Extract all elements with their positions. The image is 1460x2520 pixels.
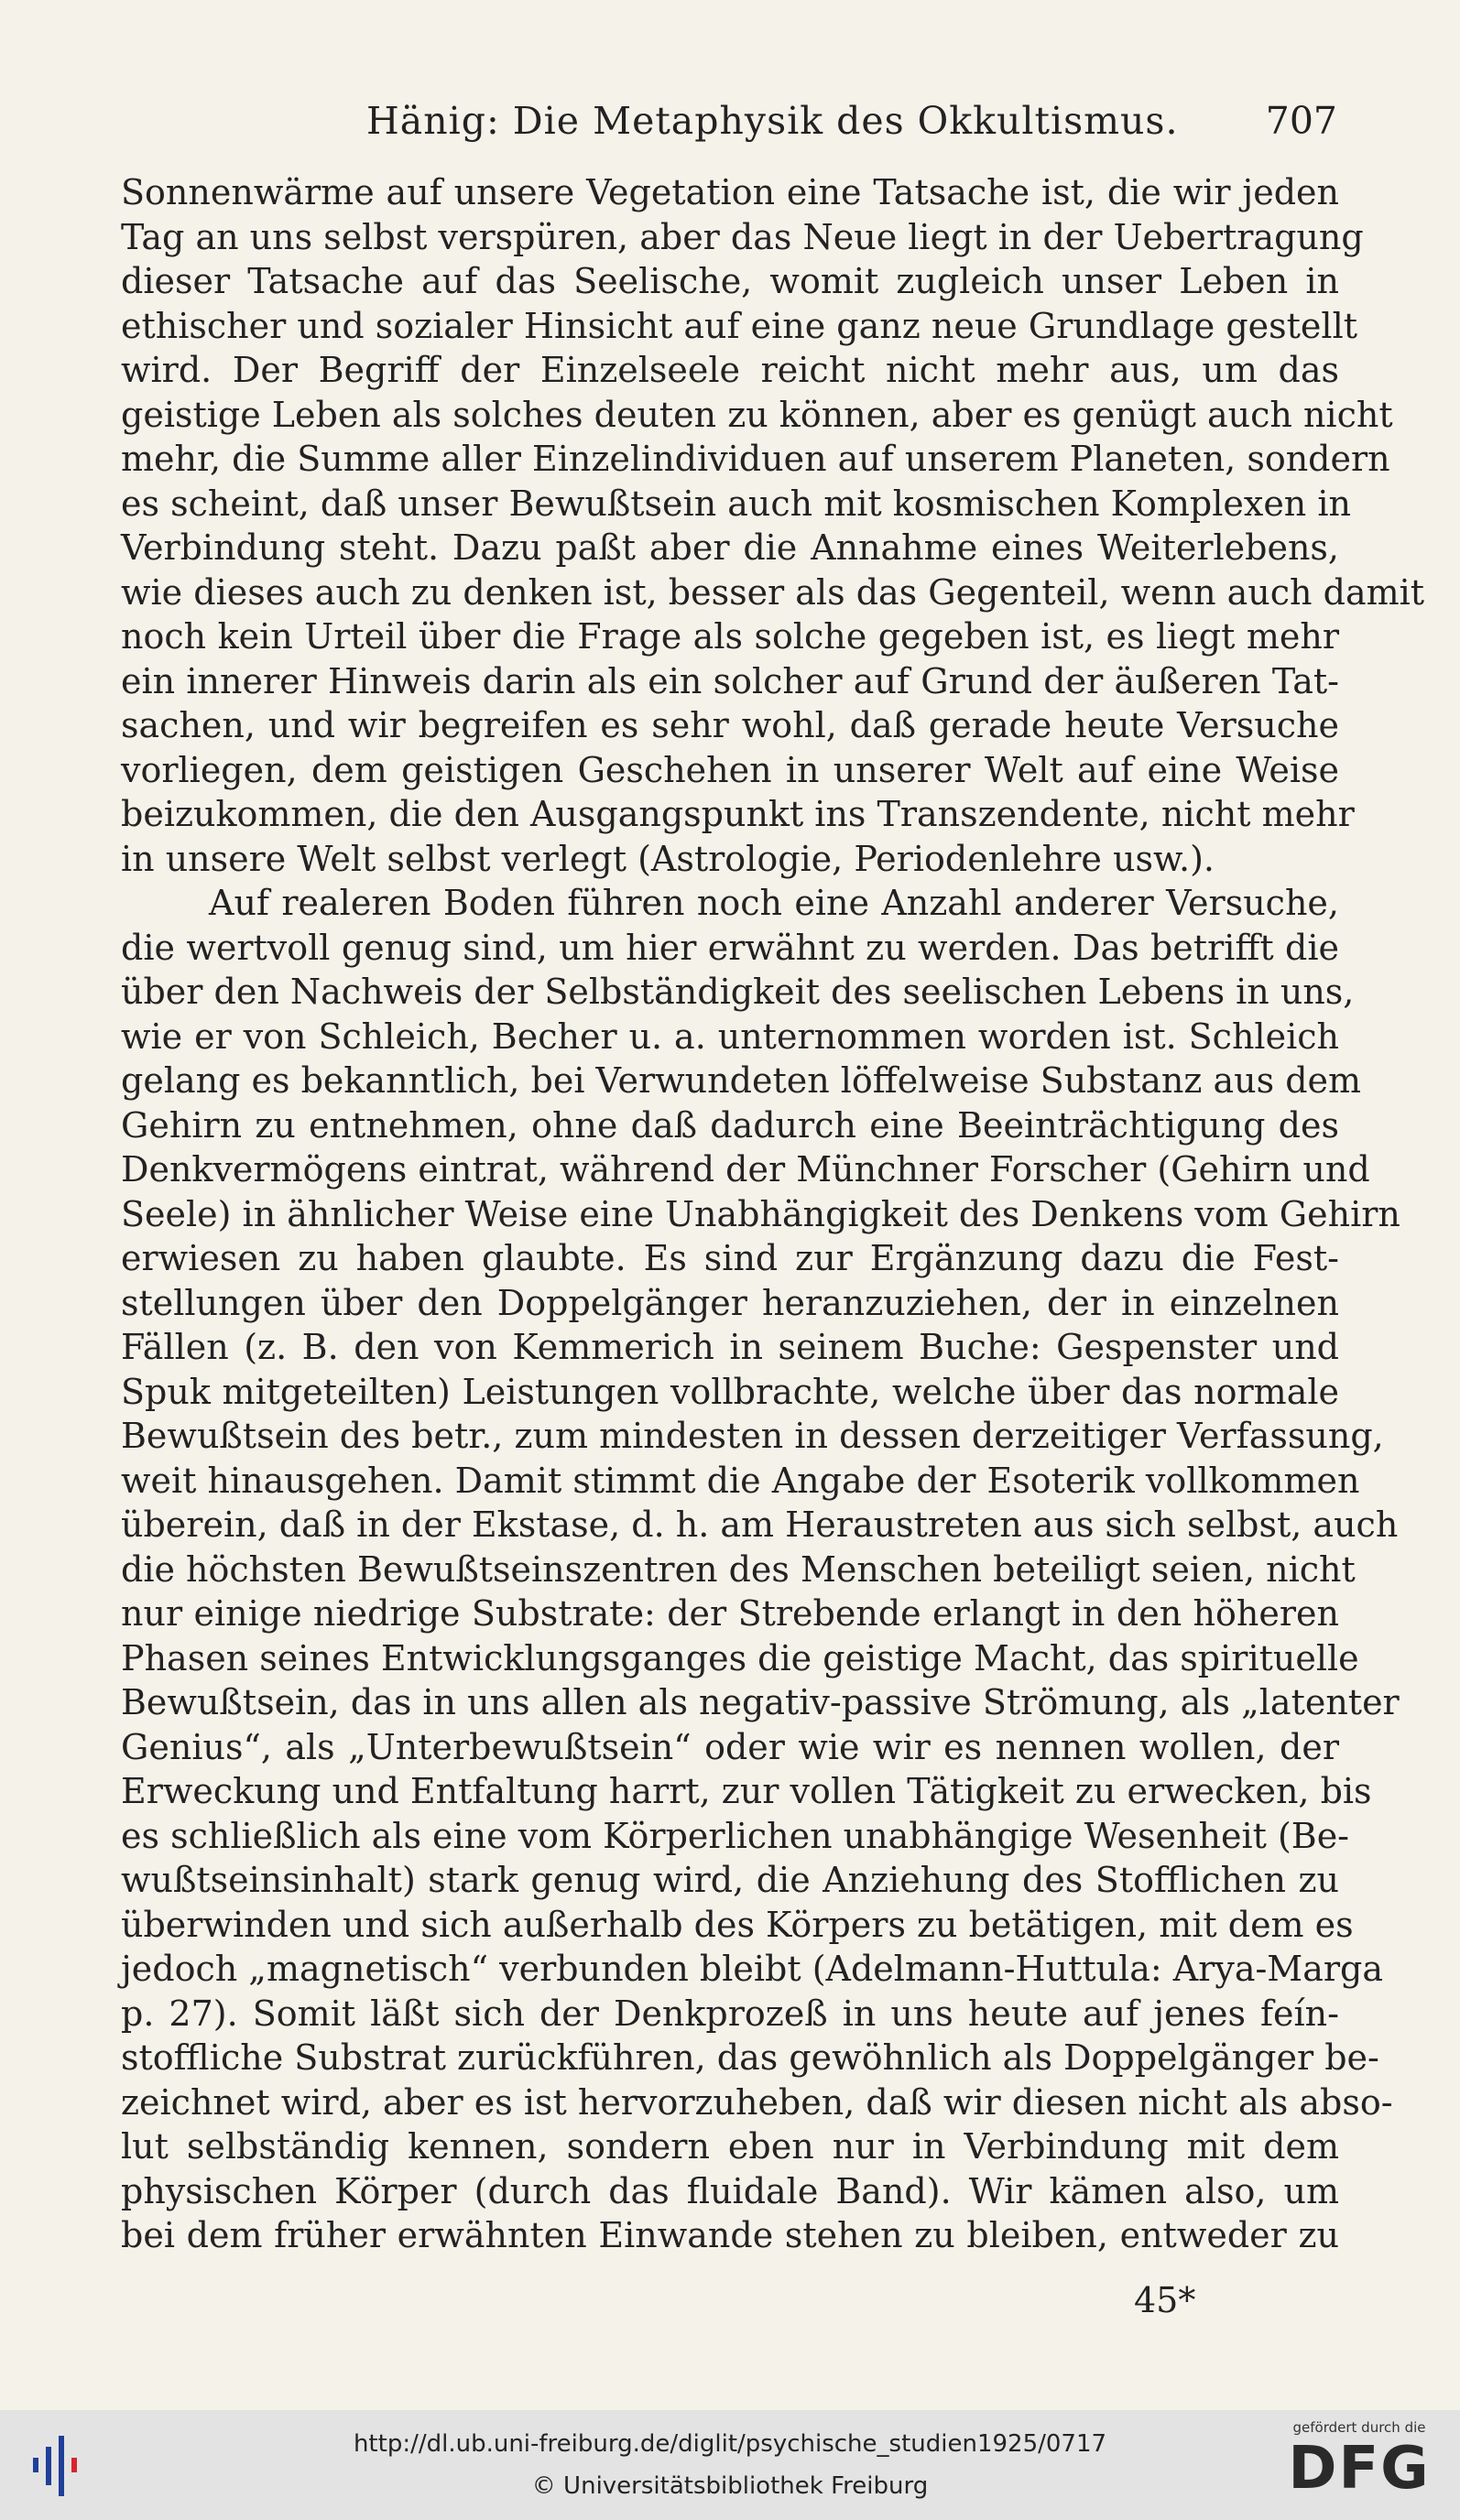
text-line: jedoch „magnetisch“ verbunden bleibt (Adelmann-Huttula: Arya-Marga [121,1949,1384,1989]
text-line: wie dieses auch zu denken ist, besser als das Gegenteil, wenn auch damit [121,571,1425,613]
text-line: sachen, und wir begreifen es sehr wohl, daß gerade heute Versuche [121,705,1339,745]
text-line: lut selbständig kennen, sondern eben nur in Verbindung mit dem [121,2126,1339,2167]
text-line: physischen Körper (durch das fluidale Band). Wir kämen also, um [121,2170,1339,2211]
text-line: überwinden und sich außerhalb des Körpers zu betätigen, mit dem es [121,1904,1354,1945]
text-line: Spuk mitgeteilten) Leistungen vollbrachte, welche über das normale [121,1371,1339,1412]
text-line: p. 27). Somit läßt sich der Denkprozeß in uns heute auf jenes feín- [121,1993,1339,2034]
text-line: Denkvermögens eintrat, während der Münchner Forscher (Gehirn und [121,1149,1370,1189]
page-header [366,99,1337,154]
dfg-logo: DFG [1288,2435,1431,2503]
text-line: Phasen seines Entwicklungsganges die geistige Macht, das spirituelle [121,1637,1359,1678]
text-line: in unsere Welt selbst verlegt (Astrologie, Periodenlehre usw.). [121,838,1215,879]
text-line: überein, daß in der Ekstase, d. h. am Heraustreten aus sich selbst, auch [121,1504,1399,1545]
text-line: es scheint, daß unser Bewußtsein auch mit kosmischen Komplexen in [121,483,1351,524]
text-line: Fällen (z. B. den von Kemmerich in seinem Buche: Gespenster und [121,1327,1339,1367]
text-line: Tag an uns selbst verspüren, aber das Neue liegt in der Uebertragung [121,216,1364,257]
dfg-badge [1277,2419,1442,2515]
text-line: die höchsten Bewußtseinszentren des Menschen beteiligt seien, nicht [121,1548,1356,1590]
text-line: wie er von Schleich, Becher u. a. unternommen worden ist. Schleich [121,1016,1339,1057]
text-line: ein innerer Hinweis darin als ein solcher auf Grund der äußeren Tat- [121,660,1339,701]
text-line: stoffliche Substrat zurückführen, das gewöhnlich als Doppelgänger be- [121,2037,1379,2078]
text-line: wußtseinsinhalt) stark genug wird, die Anziehung des Stofflichen zu [121,1860,1339,1900]
text-line: Bewußtsein des betr., zum mindesten in dessen derzeitiger Verfassung, [121,1416,1384,1456]
body-text [121,170,1425,2258]
text-line: zeichnet wird, aber es ist hervorzuheben, daß wir diesen nicht als abso- [121,2081,1393,2123]
footer-copyright: © Universitätsbibliothek Freiburg [531,2472,929,2500]
text-line: Sonnenwärme auf unsere Vegetation eine Tatsache ist, die wir jeden [121,172,1339,212]
text-line: Bewußtsein, das in uns allen als negativ-passive Strömung, als „latenter [121,1682,1400,1722]
footer-bar [0,2410,1460,2520]
text-line: Seele) in ähnlicher Weise eine Unabhängigkeit des Denkens vom Gehirn [121,1193,1400,1234]
text-line: erwiesen zu haben glaubte. Es sind zur Ergänzung dazu die Fest- [121,1238,1339,1278]
text-line: Genius“, als „Unterbewußtsein“ oder wie wir es nennen wollen, der [121,1726,1339,1767]
text-line: vorliegen, dem geistigen Geschehen in unserer Welt auf eine Weise [121,749,1339,790]
dfg-caption: gefördert durch die [1292,2419,1426,2436]
signature-mark: 45* [1134,2280,1196,2320]
text-line: es schließlich als eine vom Körperlichen unabhängige Wesenheit (Be- [121,1815,1350,1856]
text-line: noch kein Urteil über die Frage als solche gegeben ist, es liegt mehr [121,616,1339,657]
text-line: über den Nachweis der Selbständigkeit des seelischen Lebens in uns, [121,972,1355,1012]
text-line: Verbindung steht. Dazu paßt aber die Annahme eines Weiterlebens, [121,527,1339,568]
text-line: beizukommen, die den Ausgangspunkt ins Transzendente, nicht mehr [121,794,1355,834]
text-line: die wertvoll genug sind, um hier erwähnt zu werden. Das betrifft die [121,927,1339,968]
text-line: Gehirn zu entnehmen, ohne daß dadurch eine Beeinträchtigung des [121,1104,1339,1146]
text-line: nur einige niedrige Substrate: der Strebende erlangt in den höheren [121,1593,1339,1634]
text-line: dieser Tatsache auf das Seelische, womit zugleich unser Leben in [121,261,1339,301]
text-line: Erweckung und Entfaltung harrt, zur vollen Tätigkeit zu erwecken, bis [121,1771,1372,1811]
text-line: ethischer und sozialer Hinsicht auf eine ganz neue Grundlage gestellt [121,305,1358,346]
text-line: stellungen über den Doppelgänger heranzuziehen, der in einzelnen [121,1282,1339,1323]
text-line: Auf realeren Boden führen noch eine Anzahl anderer Versuche, [209,883,1339,923]
text-line: geistige Leben als solches deuten zu können, aber es genügt auch nicht [121,394,1393,435]
text-line: mehr, die Summe aller Einzelindividuen auf unserem Planeten, sondern [121,439,1390,479]
page-number: 707 [1265,99,1337,143]
footer-url-link[interactable]: http://dl.ub.uni-freiburg.de/diglit/psychische_studien1925/0717 [353,2430,1107,2458]
text-line: bei dem früher erwähnten Einwande stehen zu bleiben, entweder zu [121,2215,1339,2255]
running-head: Hänig: Die Metaphysik des Okkultismus. [366,99,1179,143]
text-line: wird. Der Begriff der Einzelseele reicht nicht mehr aus, um das [121,350,1339,390]
text-line: weit hinausgehen. Damit stimmt die Angabe der Esoterik vollkommen [121,1460,1360,1501]
text-line: gelang es bekanntlich, bei Verwundeten löffelweise Substanz aus dem [121,1060,1362,1101]
